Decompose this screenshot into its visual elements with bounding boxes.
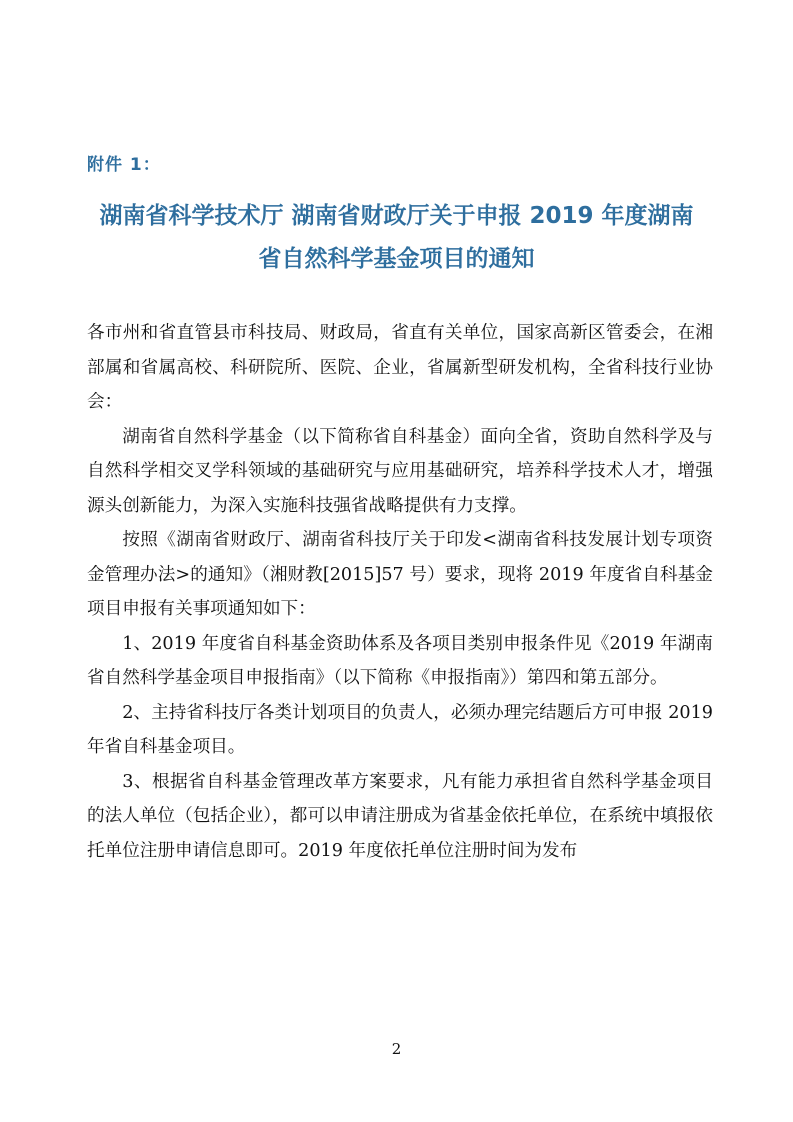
paragraph-item-3: 3、根据省自科基金管理改革方案要求，凡有能力承担省自然科学基金项目的法人单位（包括企业），都可以申请注册成为省基金依托单位，在系统中填报依托单位注册申请信息即可。2019 年度依托单位注册时间为发布 (87, 771, 713, 861)
page-number: 2 (391, 1040, 402, 1058)
document-body (87, 316, 713, 868)
paragraph-item-1: 1、2019 年度省自科基金资助体系及各项目类别申报条件见《2019 年湖南省自然科学基金项目申报指南》（以下简称《申报指南》）第四和第五部分。 (87, 633, 713, 688)
paragraph-intro: 湖南省自然科学基金（以下简称省自科基金）面向全省，资助自然科学及与自然科学相交叉学科领域的基础研究与应用基础研究，培养科学技术人才，增强源头创新能力，为深入实施科技强省战略提供有力支撑。 (87, 426, 713, 516)
document-title-line-1: 湖南省科学技术厅 湖南省财政厅关于申报 2019 年度湖南 (99, 203, 694, 229)
paragraph-item-2: 2、主持省科技厅各类计划项目的负责人，必须办理完结题后方可申报 2019 年省自科基金项目。 (87, 702, 713, 757)
document-title-line-2: 省自然科学基金项目的通知 (258, 246, 535, 272)
salutation: 各市州和省直管县市科技局、财政局，省直有关单位，国家高新区管委会，在湘部属和省属高校、科研院所、医院、企业，省属新型研发机构，全省科技行业协会： (87, 323, 713, 412)
attachment-label: 附件 1： (87, 155, 161, 175)
paragraph-basis: 按照《湖南省财政厅、湖南省科技厅关于印发<湖南省科技发展计划专项资金管理办法>的通知》（湘财教[2015]57 号）要求，现将 2019 年度省自科基金项目申报有关事项通知如下： (87, 530, 713, 619)
